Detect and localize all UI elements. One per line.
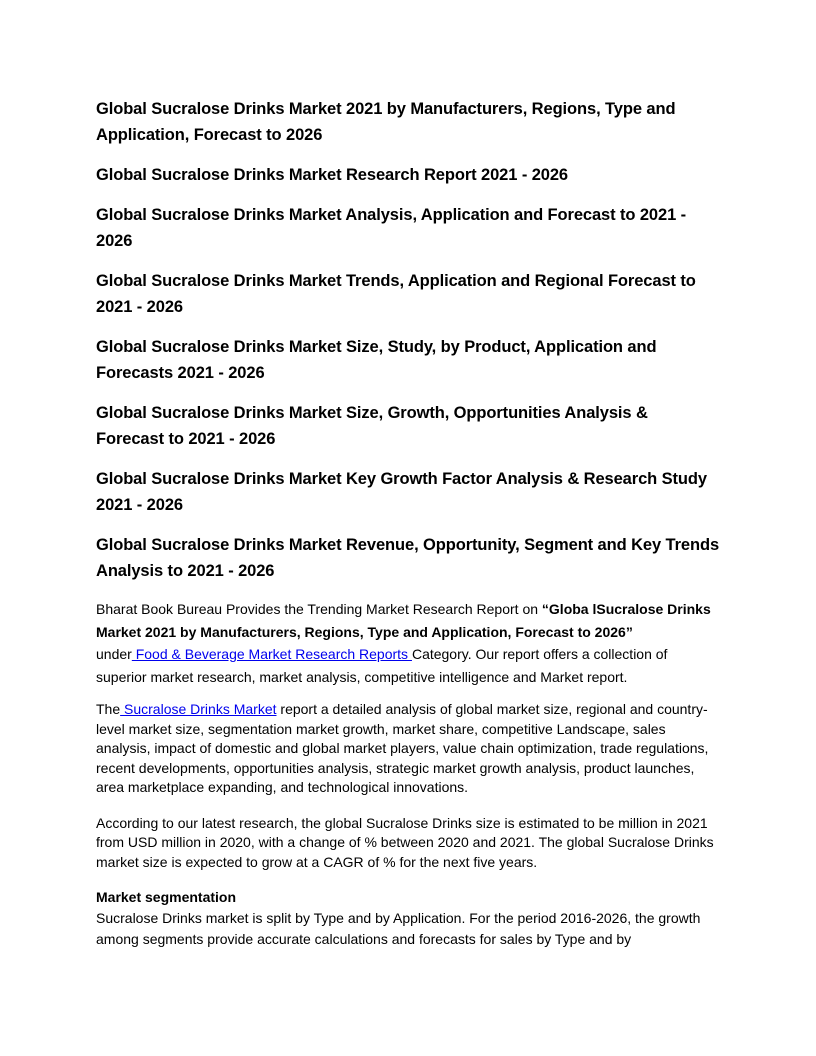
- analysis-tail: report a detailed analysis of global market size, regional and country-level market size, segmentation market growth, market share, competitive Landscape, sales analysis, impact of domestic and global market players, value chain optimization, trade regulations, recent developments, opportunities analysis, strategic market growth analysis, product launches, area marketplace expanding, and technological innovations.: [96, 701, 709, 795]
- report-title-6: Global Sucralose Drinks Market Size, Growth, Opportunities Analysis & Forecast to 2021 - 2026: [96, 404, 648, 448]
- sucralose-drinks-market-link[interactable]: Sucralose Drinks Market: [120, 701, 277, 717]
- intro-report-title: “Globa lSucralose Drinks Market 2021 by Manufacturers, Regions, Type and Application, Forecast to 2026”: [96, 601, 711, 640]
- segmentation-paragraph: Sucralose Drinks market is split by Type and by Application. For the period 2016-2026, the growth among segments provide accurate calculations and forecasts for sales by Type and by: [96, 909, 701, 947]
- report-title-8: Global Sucralose Drinks Market Revenue, Opportunity, Segment and Key Trends Analysis to 2021 - 2026: [96, 536, 720, 580]
- analysis-paragraph: [96, 700, 720, 798]
- analysis-lead: The: [96, 701, 121, 717]
- report-title-1: Global Sucralose Drinks Market 2021 by Manufacturers, Regions, Type and Application, Forecast to 2026: [96, 100, 676, 144]
- report-title-4: Global Sucralose Drinks Market Trends, Application and Regional Forecast to 2021 - 2026: [96, 272, 696, 316]
- segmentation-heading: Market segmentation: [96, 889, 237, 905]
- intro-paragraph: [96, 598, 720, 688]
- document-content: [96, 96, 720, 950]
- report-title-5: Global Sucralose Drinks Market Size, Study, by Product, Application and Forecasts 2021 - 2026: [96, 338, 657, 382]
- research-paragraph: According to our latest research, the global Sucralose Drinks size is estimated to be million in 2021 from USD million in 2020, with a change of % between 2020 and 2021. The global Sucralose Drinks market size is expected to grow at a CAGR of % for the next five years.: [96, 814, 714, 870]
- report-title-2: Global Sucralose Drinks Market Research Report 2021 - 2026: [96, 166, 568, 184]
- report-title-3: Global Sucralose Drinks Market Analysis, Application and Forecast to 2021 - 2026: [96, 206, 687, 250]
- food-beverage-reports-link[interactable]: Food & Beverage Market Research Reports: [131, 646, 412, 662]
- intro-tail: Category. Our report offers a collection of superior market research, market analysis, competitive intelligence and Market report.: [96, 646, 668, 685]
- intro-under: under: [96, 646, 132, 662]
- intro-lead: Bharat Book Bureau Provides the Trending Market Research Report on: [96, 601, 542, 617]
- report-title-7: Global Sucralose Drinks Market Key Growth Factor Analysis & Research Study 2021 - 2026: [96, 470, 707, 514]
